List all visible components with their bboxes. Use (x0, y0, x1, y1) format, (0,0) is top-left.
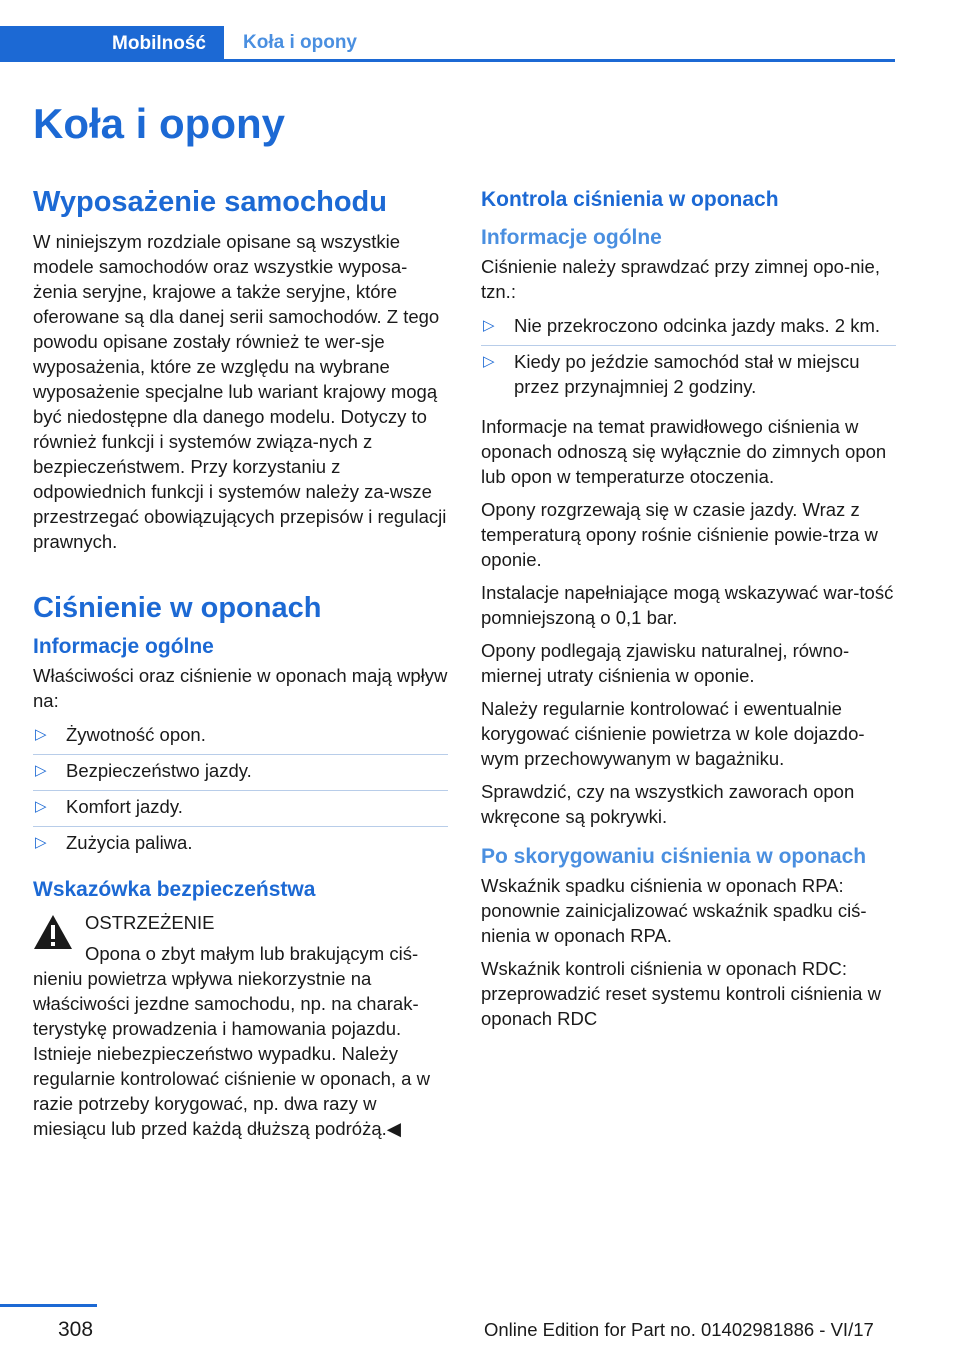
breadcrumb-mobilnosc[interactable]: Mobilność (0, 26, 224, 62)
section-title-equipment: Wyposażenie samochodu (33, 186, 387, 218)
list-item-text: Kiedy po jeździe samochód stał w miejscu przez przynajmniej 2 godziny. (514, 351, 860, 397)
paragraph-caps: Sprawdzić, czy na wszystkich zaworach opon wkręcone są pokrywki. (481, 781, 855, 827)
triangle-bullet-icon: ▷ (35, 726, 47, 743)
general-paragraph: Właściwości oraz ciśnienie w oponach mają wpływ na: (33, 665, 448, 711)
paragraph-info: Informacje na temat prawidłowego ciśnienia w oponach odnoszą się wyłącznie do zimnych opon lub opon w temperaturze otoczenia. (481, 416, 887, 487)
footer-edition: Online Edition for Part no. 01402981886 - VI/17 (484, 1319, 874, 1340)
list-item (33, 719, 448, 754)
footer-divider (0, 1304, 97, 1307)
warning-triangle-icon (33, 914, 73, 950)
list-item-text: Zużycia paliwa. (66, 832, 193, 853)
triangle-bullet-icon: ▷ (35, 798, 47, 815)
header-bar (0, 26, 895, 62)
paragraph-spare: Należy regularnie kontrolować i ewentualnie korygować ciśnienie powietrza w kole dojazdo-wym przechowywanym w bagażniku. (481, 698, 865, 769)
paragraph-filling: Instalacje napełniające mogą wskazywać war-tość pomniejszoną o 0,1 bar. (481, 582, 894, 628)
equipment-paragraph: W niniejszym rozdziale opisane są wszystkie modele samochodów oraz wszystkie wyposa-żenia seryjne, krajowe a także seryjne, które oferowane są dla danej serii samochodów. Z tego powodu opisane zostały również te wer-sje wyposażenia, które ze względu na wybrane wyposażenie specjalne lub wariant krajowy mogą być niedostępne dla danego modelu. Dotyczy to również funkcji i systemów związa-nych z bezpieczeństwem. Przy korzystaniu z odpowiednich funkcji i systemów należy za-wsze przestrzegać obowiązujących przepisów i regulacji prawnych. (33, 231, 447, 552)
page-title: Koła i opony (33, 100, 285, 147)
warning-block (33, 910, 448, 1141)
list-item (481, 345, 896, 406)
paragraph-loss: Opony podlegają zjawisku naturalnej, równo-miernej utraty ciśnienia w oponie. (481, 640, 850, 686)
list-item-text: Nie przekroczono odcinka jazdy maks. 2 km. (514, 315, 881, 336)
right-column (481, 186, 896, 1039)
list-item-text: Żywotność opon. (66, 724, 206, 745)
paragraph-cold-tire: Ciśnienie należy sprawdzać przy zimnej opo-nie, tzn.: (481, 256, 880, 302)
list-item-text: Bezpieczeństwo jazdy. (66, 760, 252, 781)
subsection-title-general: Informacje ogólne (33, 635, 214, 658)
left-column (33, 186, 448, 1149)
breadcrumb-kola-i-opony[interactable]: Koła i opony (243, 31, 357, 53)
warning-label: OSTRZEŻENIE (85, 912, 215, 933)
page-number: 308 (58, 1318, 94, 1341)
list-item (33, 790, 448, 826)
triangle-bullet-icon: ▷ (483, 353, 495, 370)
header-divider (0, 59, 895, 62)
warning-text: Opona o zbyt małym lub brakującym ciś-nieniu powietrza wpływa niekorzystnie na właściwości jezdne samochodu, np. na charak-terystykę prowadzenia i hamowania pojazdu. Istnieje niebezpieczeństwo wypadku. Należy regularnie kontrolować ciśnienie w oponach, a w razie potrzeby korygować, np. dwa razy w miesiącu lub przed każdą dłuższą podróżą.◀ (33, 943, 430, 1139)
triangle-bullet-icon: ▷ (35, 834, 47, 851)
subsection-title-safety: Wskazówka bezpieczeństwa (33, 878, 316, 901)
list-item (33, 754, 448, 790)
list-item (481, 310, 896, 345)
list-item (33, 826, 448, 862)
section-title-tire-pressure: Ciśnienie w oponach (33, 592, 322, 624)
subsection-title-after-correction: Po skorygowaniu ciśnienia w oponach (481, 845, 867, 868)
paragraph-rpa: Wskaźnik spadku ciśnienia w oponach RPA: ponownie zainicjalizować wskaźnik spadku ciś-nienia w oponach RPA. (481, 875, 867, 946)
list-item-text: Komfort jazdy. (66, 796, 183, 817)
triangle-bullet-icon: ▷ (35, 762, 47, 779)
paragraph-rdc: Wskaźnik kontroli ciśnienia w oponach RDC: przeprowadzić reset systemu kontroli ciśnienia w oponach RDC (481, 958, 881, 1029)
triangle-bullet-icon: ▷ (483, 317, 495, 334)
paragraph-warming: Opony rozgrzewają się w czasie jazdy. Wraz z temperaturą opony rośnie ciśnienie powie-trza w oponie. (481, 499, 878, 570)
cold-tire-list (481, 310, 896, 406)
subsection-title-general-right: Informacje ogólne (481, 226, 662, 249)
section-title-pressure-check: Kontrola ciśnienia w oponach (481, 188, 779, 211)
influence-list (33, 719, 448, 862)
